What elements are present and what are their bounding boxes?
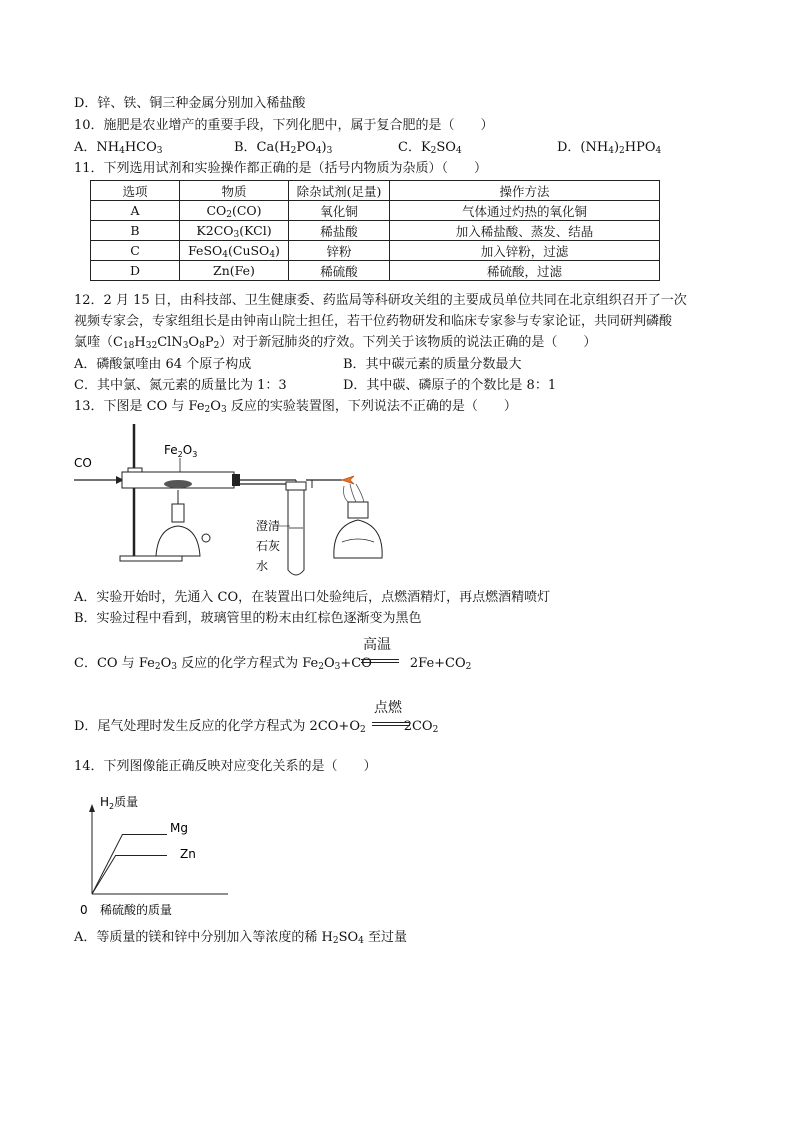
alcohol-lamp-neck bbox=[348, 502, 368, 518]
q12-option-d: D．其中碳、磷原子的个数比是 8：1 bbox=[343, 378, 557, 393]
q12-line1: 12．2 月 15 日，由科技部、卫生健康委、药监局等科研攻关组的主要成员单位共同在北京组织召开了一次 bbox=[74, 293, 687, 308]
table-row bbox=[91, 201, 660, 221]
q10-option-c: C．$K_2SO_4$ bbox=[398, 140, 462, 156]
header-option: 选项 bbox=[91, 181, 180, 201]
origin-label: 0 bbox=[80, 903, 88, 917]
table-row bbox=[91, 241, 660, 261]
q9-option-d: D．锌、铁、铜三种金属分别加入稀盐酸 bbox=[74, 96, 306, 111]
q12-option-c: C．其中氯、氮元素的质量比为 1：3 bbox=[74, 378, 287, 393]
row-reagent: 锌粉 bbox=[289, 241, 390, 261]
q10-stem: 10．施肥是农业增产的重要手段，下列化肥中，属于复合肥的是（ ） bbox=[74, 118, 494, 133]
series-line-zn bbox=[92, 856, 167, 895]
test-tube-stopper bbox=[286, 482, 306, 490]
limewater-label-1: 澄清 bbox=[256, 519, 281, 533]
limewater-label-2: 石灰 bbox=[256, 539, 281, 553]
x-axis-label: 稀硫酸的质量 bbox=[100, 903, 173, 917]
flame-icon bbox=[342, 476, 354, 484]
stand-base bbox=[120, 556, 182, 561]
series-label-mg: Mg bbox=[170, 821, 188, 835]
q12-option-b: B．其中碳元素的质量分数最大 bbox=[343, 357, 522, 372]
row-method: 稀硫酸，过滤 bbox=[390, 261, 660, 281]
q13-d-condition: 点燃 bbox=[374, 700, 402, 716]
row-method: 加入稀盐酸、蒸发、结晶 bbox=[390, 221, 660, 241]
lamp-flame-icon bbox=[344, 484, 365, 502]
y-axis-label: $H_2$质量 bbox=[100, 795, 139, 811]
co-label: CO bbox=[74, 456, 92, 470]
row-option: A bbox=[91, 201, 180, 221]
row-option: D bbox=[91, 261, 180, 281]
q13-d-equals-bar-2 bbox=[372, 725, 410, 726]
series-line-mg bbox=[92, 835, 167, 895]
row-option: C bbox=[91, 241, 180, 261]
q10-option-a: A．$NH_4HCO_3$ bbox=[74, 140, 163, 156]
q12-line2: 视频专家会，专家组组长是由钟南山院士担任，若干位药物研发和临床专家参与专家论证，共同研判磷酸 bbox=[74, 314, 673, 329]
q13-c-equals-bar-1 bbox=[361, 659, 399, 660]
row-substance: $K2CO_3(KCl)$ bbox=[180, 221, 289, 241]
q13-option-a: A．实验开始时，先通入 CO，在装置出口处验纯后，点燃酒精灯，再点燃酒精喷灯 bbox=[74, 590, 551, 605]
row-substance: $CO_2(CO)$ bbox=[180, 201, 289, 221]
series-label-zn: Zn bbox=[180, 847, 196, 861]
blast-lamp-body bbox=[156, 526, 200, 556]
table-row bbox=[91, 261, 660, 281]
q14-stem: 14．下列图像能正确反映对应变化关系的是（ ） bbox=[74, 759, 377, 774]
header-substance: 物质 bbox=[180, 181, 289, 201]
y-axis-arrowhead bbox=[89, 804, 95, 812]
q13-stem: 13．下图是 CO 与 $Fe_2O_3$ 反应的实验装置图，下列说法不正确的是（ ） bbox=[74, 399, 517, 415]
row-method: 加入锌粉，过滤 bbox=[390, 241, 660, 261]
q14-option-a: A．等质量的镁和锌中分别加入等浓度的稀 $H_2SO_4$ 至过量 bbox=[74, 930, 408, 946]
fe2o3-powder bbox=[164, 480, 192, 488]
q14-graph-a bbox=[78, 790, 238, 920]
limewater-label-3: 水 bbox=[256, 559, 269, 573]
test-tube bbox=[288, 488, 304, 575]
q12-option-a: A．磷酸氯喹由 64 个原子构成 bbox=[74, 357, 252, 372]
row-substance: Zn(Fe) bbox=[180, 261, 289, 281]
header-method: 操作方法 bbox=[390, 181, 660, 201]
q11-table bbox=[90, 180, 660, 281]
tube-stopper bbox=[232, 474, 240, 486]
q10-option-d: D．$(NH_4)_2HPO_4$ bbox=[557, 140, 662, 156]
header-reagent: 除杂试剂(足量) bbox=[289, 181, 390, 201]
q10-option-b: B．$Ca(H_2PO_4)_3$ bbox=[234, 140, 333, 156]
row-option: B bbox=[91, 221, 180, 241]
q12-line3: 氯喹$(C_{18}H_{32}ClN_3O_8P_2)$对于新冠肺炎的疗效。下列关于该物质的说法正确的是（ ） bbox=[74, 335, 597, 351]
q11-stem: 11．下列选用试剂和实验操作都正确的是（括号内物质为杂质）（ ） bbox=[74, 161, 488, 176]
row-reagent: 氧化铜 bbox=[289, 201, 390, 221]
q13-c-equals-bar-2 bbox=[361, 662, 399, 663]
q13-option-c: C．CO 与 $Fe_2O_3$ 反应的化学方程式为 $Fe_2O_3+CO$ $2Fe+CO_2$ bbox=[74, 656, 472, 672]
co-reduction-apparatus-diagram bbox=[72, 418, 402, 580]
q13-option-d: D．尾气处理时发生反应的化学方程式为 $2CO+O_2$ $2CO_2$ bbox=[74, 719, 439, 735]
lamp-knob bbox=[202, 534, 210, 542]
row-substance: FeSO$_4$(CuSO$_4$) bbox=[180, 241, 289, 261]
q13-option-b: B．实验过程中看到，玻璃管里的粉末由红棕色逐渐变为黑色 bbox=[74, 611, 422, 626]
row-reagent: 稀盐酸 bbox=[289, 221, 390, 241]
table-header-row bbox=[91, 181, 660, 201]
fe2o3-label: $Fe_2O_3$ bbox=[164, 443, 198, 459]
lamp-neck bbox=[172, 504, 184, 522]
row-reagent: 稀硫酸 bbox=[289, 261, 390, 281]
table-row bbox=[91, 221, 660, 241]
q13-d-equals-bar-1 bbox=[372, 722, 410, 723]
q13-c-condition: 高温 bbox=[363, 637, 391, 653]
row-method: 气体通过灼热的氧化铜 bbox=[390, 201, 660, 221]
